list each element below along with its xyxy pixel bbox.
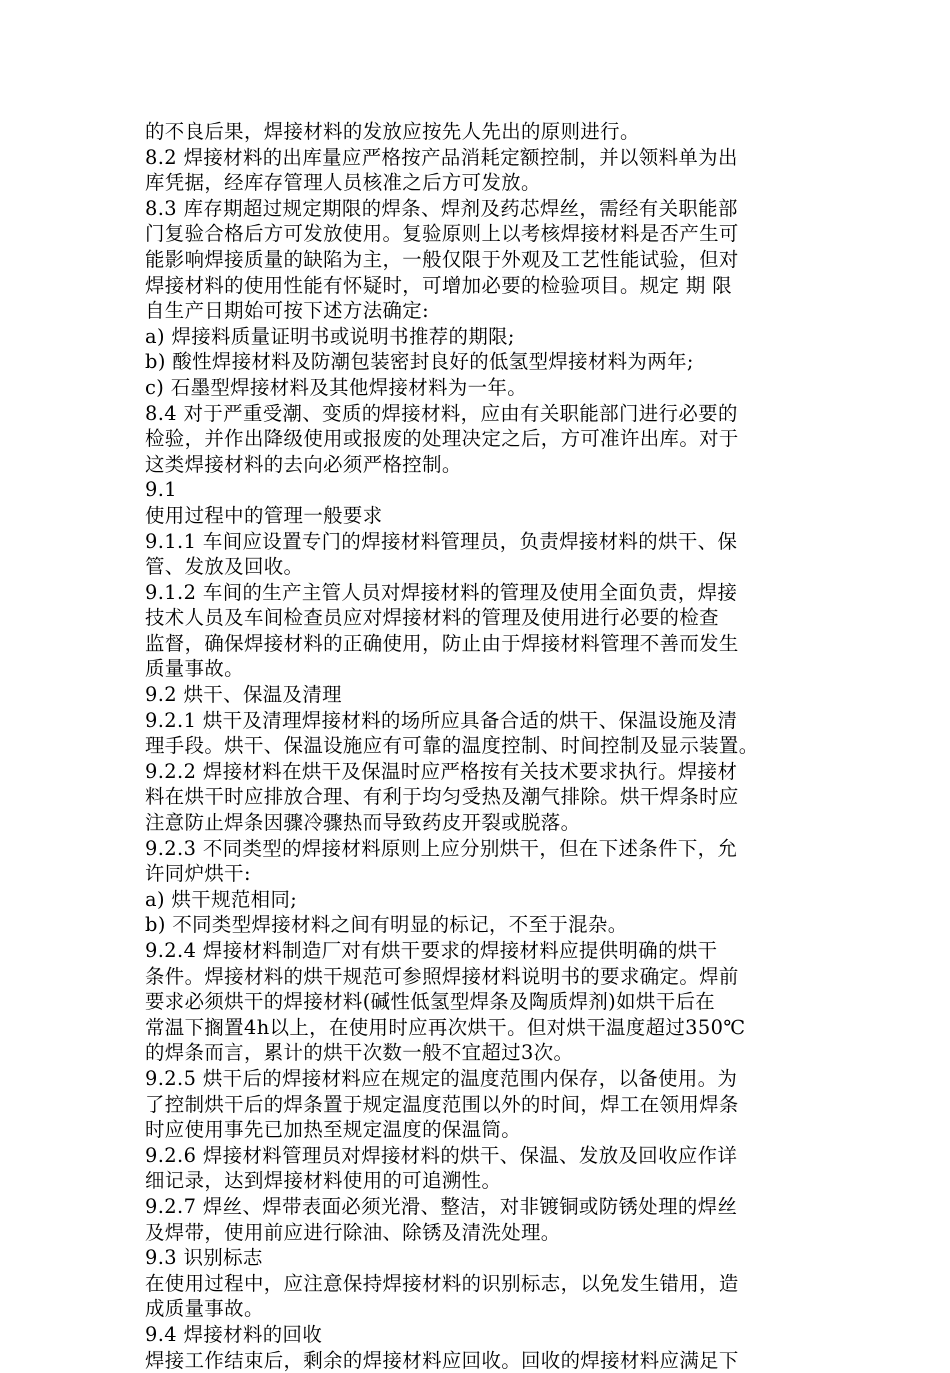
list-item: a) 焊接料质量证明书或说明书推荐的期限; (145, 324, 810, 350)
text-line: 成质量事故。 (145, 1296, 810, 1322)
list-item: a) 烘干规范相同; (145, 887, 810, 913)
text-line: 注意防止焊条因骤冷骤热而导致药皮开裂或脱落。 (145, 810, 810, 836)
section-number: 9.1 (145, 477, 810, 503)
text-line: 料在烘干时应排放合理、有利于均匀受热及潮气排除。烘干焊条时应 (145, 784, 810, 810)
text-line: 及焊带，使用前应进行除油、除锈及清洗处理。 (145, 1220, 810, 1246)
text-line: 能影响焊接质量的缺陷为主，一般仅限于外观及工艺性能试验，但对 (145, 247, 810, 273)
text-line: 细记录，达到焊接材料使用的可追溯性。 (145, 1168, 810, 1194)
text-line: 技术人员及车间检查员应对焊接材料的管理及使用进行必要的检查 (145, 605, 810, 631)
list-item: c) 石墨型焊接材料及其他焊接材料为一年。 (145, 375, 810, 401)
text-line: 了控制烘干后的焊条置于规定温度范围以外的时间，焊工在领用焊条 (145, 1092, 810, 1118)
text-line: 的不良后果，焊接材料的发放应按先人先出的原则进行。 (145, 119, 810, 145)
text-line: 这类焊接材料的去向必须严格控制。 (145, 452, 810, 478)
list-item: b) 酸性焊接材料及防潮包装密封良好的低氢型焊接材料为两年; (145, 349, 810, 375)
text-line: 9.2.2 焊接材料在烘干及保温时应严格按有关技术要求执行。焊接材 (145, 759, 810, 785)
text-line: 9.2.7 焊丝、焊带表面必须光滑、整洁，对非镀铜或防锈处理的焊丝 (145, 1194, 810, 1220)
text-line: 8.2 焊接材料的出库量应严格按产品消耗定额控制，并以领料单为出 (145, 145, 810, 171)
text-line: 9.2.5 烘干后的焊接材料应在规定的温度范围内保存，以备使用。为 (145, 1066, 810, 1092)
text-line: 质量事故。 (145, 656, 810, 682)
text-line: 8.3 库存期超过规定期限的焊条、焊剂及药芯焊丝，需经有关职能部 (145, 196, 810, 222)
text-line: 常温下搁置4h以上，在使用时应再次烘干。但对烘干温度超过350℃ (145, 1015, 810, 1041)
text-line: 自生产日期始可按下述方法确定: (145, 298, 810, 324)
text-line: 9.2.6 焊接材料管理员对焊接材料的烘干、保温、发放及回收应作详 (145, 1143, 810, 1169)
section-heading: 9.4 焊接材料的回收 (145, 1322, 810, 1348)
list-item: b) 不同类型焊接材料之间有明显的标记，不至于混杂。 (145, 912, 810, 938)
text-line: 条件。焊接材料的烘干规范可参照焊接材料说明书的要求确定。焊前 (145, 964, 810, 990)
document-body (145, 119, 810, 1373)
text-line: 管、发放及回收。 (145, 554, 810, 580)
text-line: 在使用过程中，应注意保持焊接材料的识别标志，以免发生错用，造 (145, 1271, 810, 1297)
text-line: 9.2.1 烘干及清理焊接材料的场所应具备合适的烘干、保温设施及清 (145, 708, 810, 734)
text-line: 理手段。烘干、保温设施应有可靠的温度控制、时间控制及显示装置。 (145, 733, 810, 759)
text-line: 时应使用事先已加热至规定温度的保温筒。 (145, 1117, 810, 1143)
text-line: 门复验合格后方可发放使用。复验原则上以考核焊接材料是否产生可 (145, 221, 810, 247)
text-line: 焊接工作结束后，剩余的焊接材料应回收。回收的焊接材料应满足下 (145, 1348, 810, 1373)
section-heading: 使用过程中的管理一般要求 (145, 503, 810, 529)
text-line: 9.1.2 车间的生产主管人员对焊接材料的管理及使用全面负责，焊接 (145, 580, 810, 606)
text-line: 库凭据，经库存管理人员核准之后方可发放。 (145, 170, 810, 196)
text-line: 9.2.4 焊接材料制造厂对有烘干要求的焊接材料应提供明确的烘干 (145, 938, 810, 964)
text-line: 许同炉烘干: (145, 861, 810, 887)
section-heading: 9.3 识别标志 (145, 1245, 810, 1271)
text-line: 要求必须烘干的焊接材料(碱性低氢型焊条及陶质焊剂)如烘干后在 (145, 989, 810, 1015)
text-line: 8.4 对于严重受潮、变质的焊接材料，应由有关职能部门进行必要的 (145, 401, 810, 427)
text-line: 9.1.1 车间应设置专门的焊接材料管理员，负责焊接材料的烘干、保 (145, 529, 810, 555)
section-heading: 9.2 烘干、保温及清理 (145, 682, 810, 708)
text-line: 检验，并作出降级使用或报废的处理决定之后，方可准许出库。对于 (145, 426, 810, 452)
text-line: 9.2.3 不同类型的焊接材料原则上应分别烘干，但在下述条件下，允 (145, 836, 810, 862)
text-line: 监督，确保焊接材料的正确使用，防止由于焊接材料管理不善而发生 (145, 631, 810, 657)
text-line: 的焊条而言，累计的烘干次数一般不宜超过3次。 (145, 1040, 810, 1066)
text-line: 焊接材料的使用性能有怀疑时，可增加必要的检验项目。规定 期 限 (145, 273, 810, 299)
